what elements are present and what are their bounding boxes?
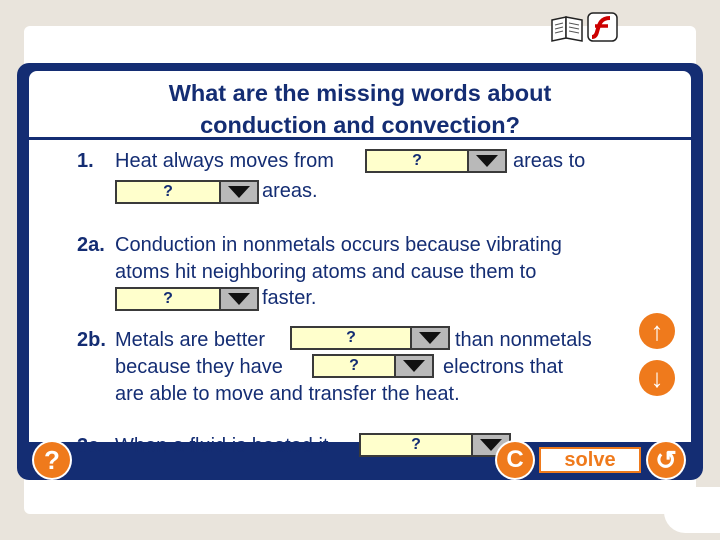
question-2b-text-2: than nonmetals — [455, 329, 592, 351]
question-2b-text-1: Metals are better — [115, 329, 266, 351]
dropdown-q2a-blank-1[interactable] — [115, 287, 259, 311]
question-2a-number — [77, 232, 105, 258]
title-line-2: conduction and convection? — [200, 112, 520, 138]
corner-decoration — [664, 487, 720, 533]
help-button[interactable] — [34, 442, 70, 478]
question-1-line-1 — [77, 148, 94, 174]
quiz-panel — [17, 63, 703, 480]
dropdown-value: ? — [163, 290, 173, 307]
question-2a-line-1: Conduction in nonmetals occurs because vibrating — [115, 234, 562, 256]
dropdown-value: ? — [349, 357, 359, 374]
question-1-text-3: areas. — [262, 180, 318, 202]
dropdown-value: ? — [346, 329, 356, 346]
dropdown-value: ? — [411, 436, 421, 453]
help-icon: ? — [44, 445, 60, 475]
undo-icon: ↺ — [655, 445, 677, 475]
title-line-1: What are the missing words about — [168, 80, 552, 106]
dropdown-q2b-blank-1[interactable] — [290, 326, 450, 350]
solve-button[interactable]: solve — [539, 447, 641, 473]
title-box — [29, 71, 691, 140]
question-3a-number — [77, 433, 105, 459]
question-1-text-2: areas to — [513, 150, 586, 172]
chevron-down-icon[interactable] — [219, 182, 257, 202]
dropdown-q2b-blank-2[interactable] — [312, 354, 434, 378]
chevron-down-icon[interactable] — [394, 356, 432, 376]
question-area — [29, 71, 691, 457]
chevron-down-icon[interactable] — [410, 328, 448, 348]
arrow-down-icon: ↓ — [650, 363, 664, 393]
book-icon[interactable] — [552, 17, 582, 41]
dropdown-q1-blank-1[interactable] — [365, 149, 507, 173]
question-number: 1. — [77, 150, 94, 172]
chevron-down-icon[interactable] — [467, 151, 505, 171]
flash-icon[interactable] — [588, 13, 617, 41]
arrow-up-icon: ↑ — [650, 316, 664, 346]
dropdown-q3a-blank-1[interactable] — [359, 433, 511, 457]
dropdown-value: ? — [163, 183, 173, 200]
question-number: 2b. — [77, 329, 106, 351]
question-number: 3a. — [77, 435, 105, 457]
question-2a-text-3: faster. — [262, 287, 317, 309]
question-1-text-1: Heat always moves from — [115, 150, 334, 172]
question-3a-text-1: When a fluid is heated it — [115, 435, 329, 457]
question-2b-number — [77, 327, 106, 353]
top-icons — [548, 10, 620, 44]
clear-button[interactable] — [497, 442, 533, 478]
scroll-down-button[interactable] — [639, 360, 675, 396]
question-2b-text-3: because they have — [115, 356, 283, 378]
question-2b-text-4: electrons that — [443, 356, 564, 378]
question-2a-line-2: atoms hit neighboring atoms and cause them to — [115, 261, 537, 283]
chevron-down-icon[interactable] — [219, 289, 257, 309]
page-title — [29, 77, 691, 141]
clear-icon: C — [506, 446, 524, 473]
question-2b-line-3: are able to move and transfer the heat. — [115, 383, 460, 405]
scroll-up-button[interactable] — [639, 313, 675, 349]
dropdown-q1-blank-2[interactable] — [115, 180, 259, 204]
undo-button[interactable] — [648, 442, 684, 478]
dropdown-value: ? — [412, 152, 422, 169]
question-number: 2a. — [77, 234, 105, 256]
